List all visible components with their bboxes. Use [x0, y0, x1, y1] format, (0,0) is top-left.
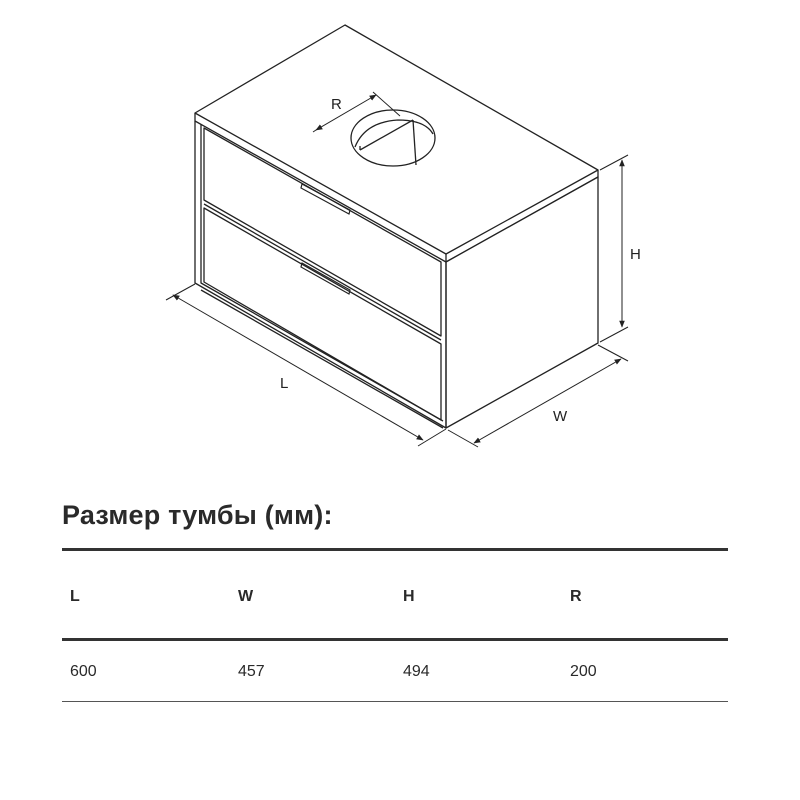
l-label: L: [280, 375, 289, 392]
l-dimension: [166, 284, 446, 446]
value-r: 200: [570, 663, 597, 680]
r-label: R: [331, 96, 342, 113]
table-rule-bottom: [62, 701, 728, 702]
header-w: W: [238, 588, 254, 605]
h-dimension: [600, 155, 628, 342]
w-label: W: [553, 408, 568, 425]
cabinet-body: [195, 25, 598, 428]
header-l: L: [70, 588, 80, 605]
header-h: H: [403, 588, 415, 605]
value-h: 494: [403, 663, 430, 680]
table-rule-top: [62, 548, 728, 551]
h-label: H: [630, 246, 641, 263]
plinth-line: [201, 290, 443, 428]
sink-cutout: [351, 110, 435, 166]
header-r: R: [570, 588, 582, 605]
value-l: 600: [70, 663, 97, 680]
table-rule-middle: [62, 638, 728, 641]
dimensions-title: Размер тумбы (мм):: [62, 500, 333, 530]
value-w: 457: [238, 663, 265, 680]
